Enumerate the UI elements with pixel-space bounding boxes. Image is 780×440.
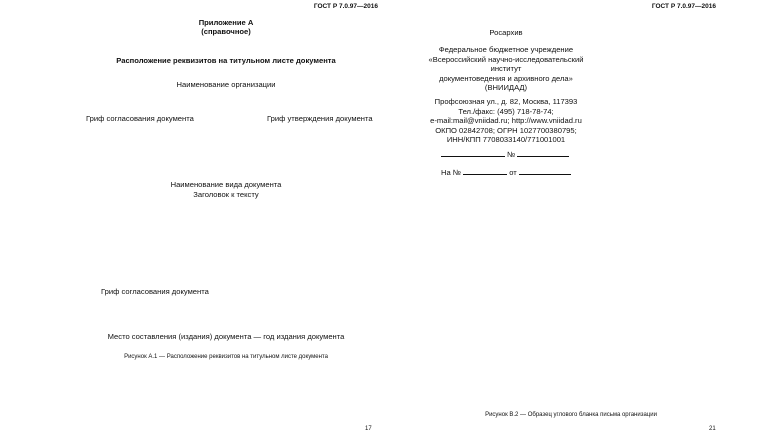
reply-prefix: На № [441, 168, 461, 177]
page-number: 21 [709, 426, 716, 432]
contact-line: ИНН/КПП 7708033140/771001001 [446, 135, 566, 145]
institution-line: Федеральное бюджетное учреждение [438, 45, 574, 54]
number-blank-line [517, 149, 569, 157]
figure-caption: Рисунок А.1 — Расположение реквизитов на титульном листе документа [124, 354, 328, 360]
org-name: Наименование организации [176, 80, 276, 89]
institution-line: «Всероссийский научно-исследовательский [428, 54, 584, 64]
registration-number-row [441, 149, 569, 159]
doc-type-name: Наименование вида документа [170, 180, 282, 189]
section-title: Расположение реквизитов на титульном листе документа [116, 56, 336, 65]
institution-block [429, 45, 584, 93]
contact-block [430, 97, 582, 145]
reply-from: от [509, 168, 517, 177]
contact-line: Профсоюзная ул., д. 82, Москва, 117393 [434, 97, 578, 106]
place-year: Место составления (издания) документа — год издания документа [107, 332, 345, 341]
page-header: ГОСТ Р 7.0.97—2016 [651, 3, 716, 10]
contact-line: ОКПО 02842708; ОГРН 1027700380795; [435, 125, 577, 135]
reply-date-blank-line [519, 167, 571, 175]
approval-stamp-left: Гриф согласования документа [86, 114, 194, 123]
figure-caption: Рисунок В.2 — Образец углового бланка письма организации [485, 412, 657, 418]
approval-stamp-right: Гриф утверждения документа [267, 114, 373, 123]
reply-reference-row [441, 167, 571, 177]
text-heading: Заголовок к тексту [193, 190, 259, 199]
approval-stamp-bottom: Гриф согласования документа [101, 287, 209, 296]
number-sign: № [507, 150, 516, 159]
date-blank-line [441, 149, 505, 157]
contact-line: e-mail:mail@vniidad.ru; http://www.vniidad.ru [430, 116, 582, 126]
page-header: ГОСТ Р 7.0.97—2016 [313, 3, 378, 10]
reply-number-blank-line [463, 167, 507, 175]
appendix-title: Приложение А [198, 18, 254, 27]
agency-name: Росархив [489, 28, 523, 37]
contact-line: Тел./факс: (495) 718-78-74; [458, 106, 554, 116]
institution-line: институт [490, 64, 522, 74]
right-page [390, 0, 780, 440]
institution-line: (ВНИИДАД) [484, 83, 528, 93]
appendix-subtitle: (справочное) [201, 27, 251, 36]
institution-line: документоведения и архивного дела» [439, 73, 573, 83]
page-number: 17 [365, 426, 372, 432]
